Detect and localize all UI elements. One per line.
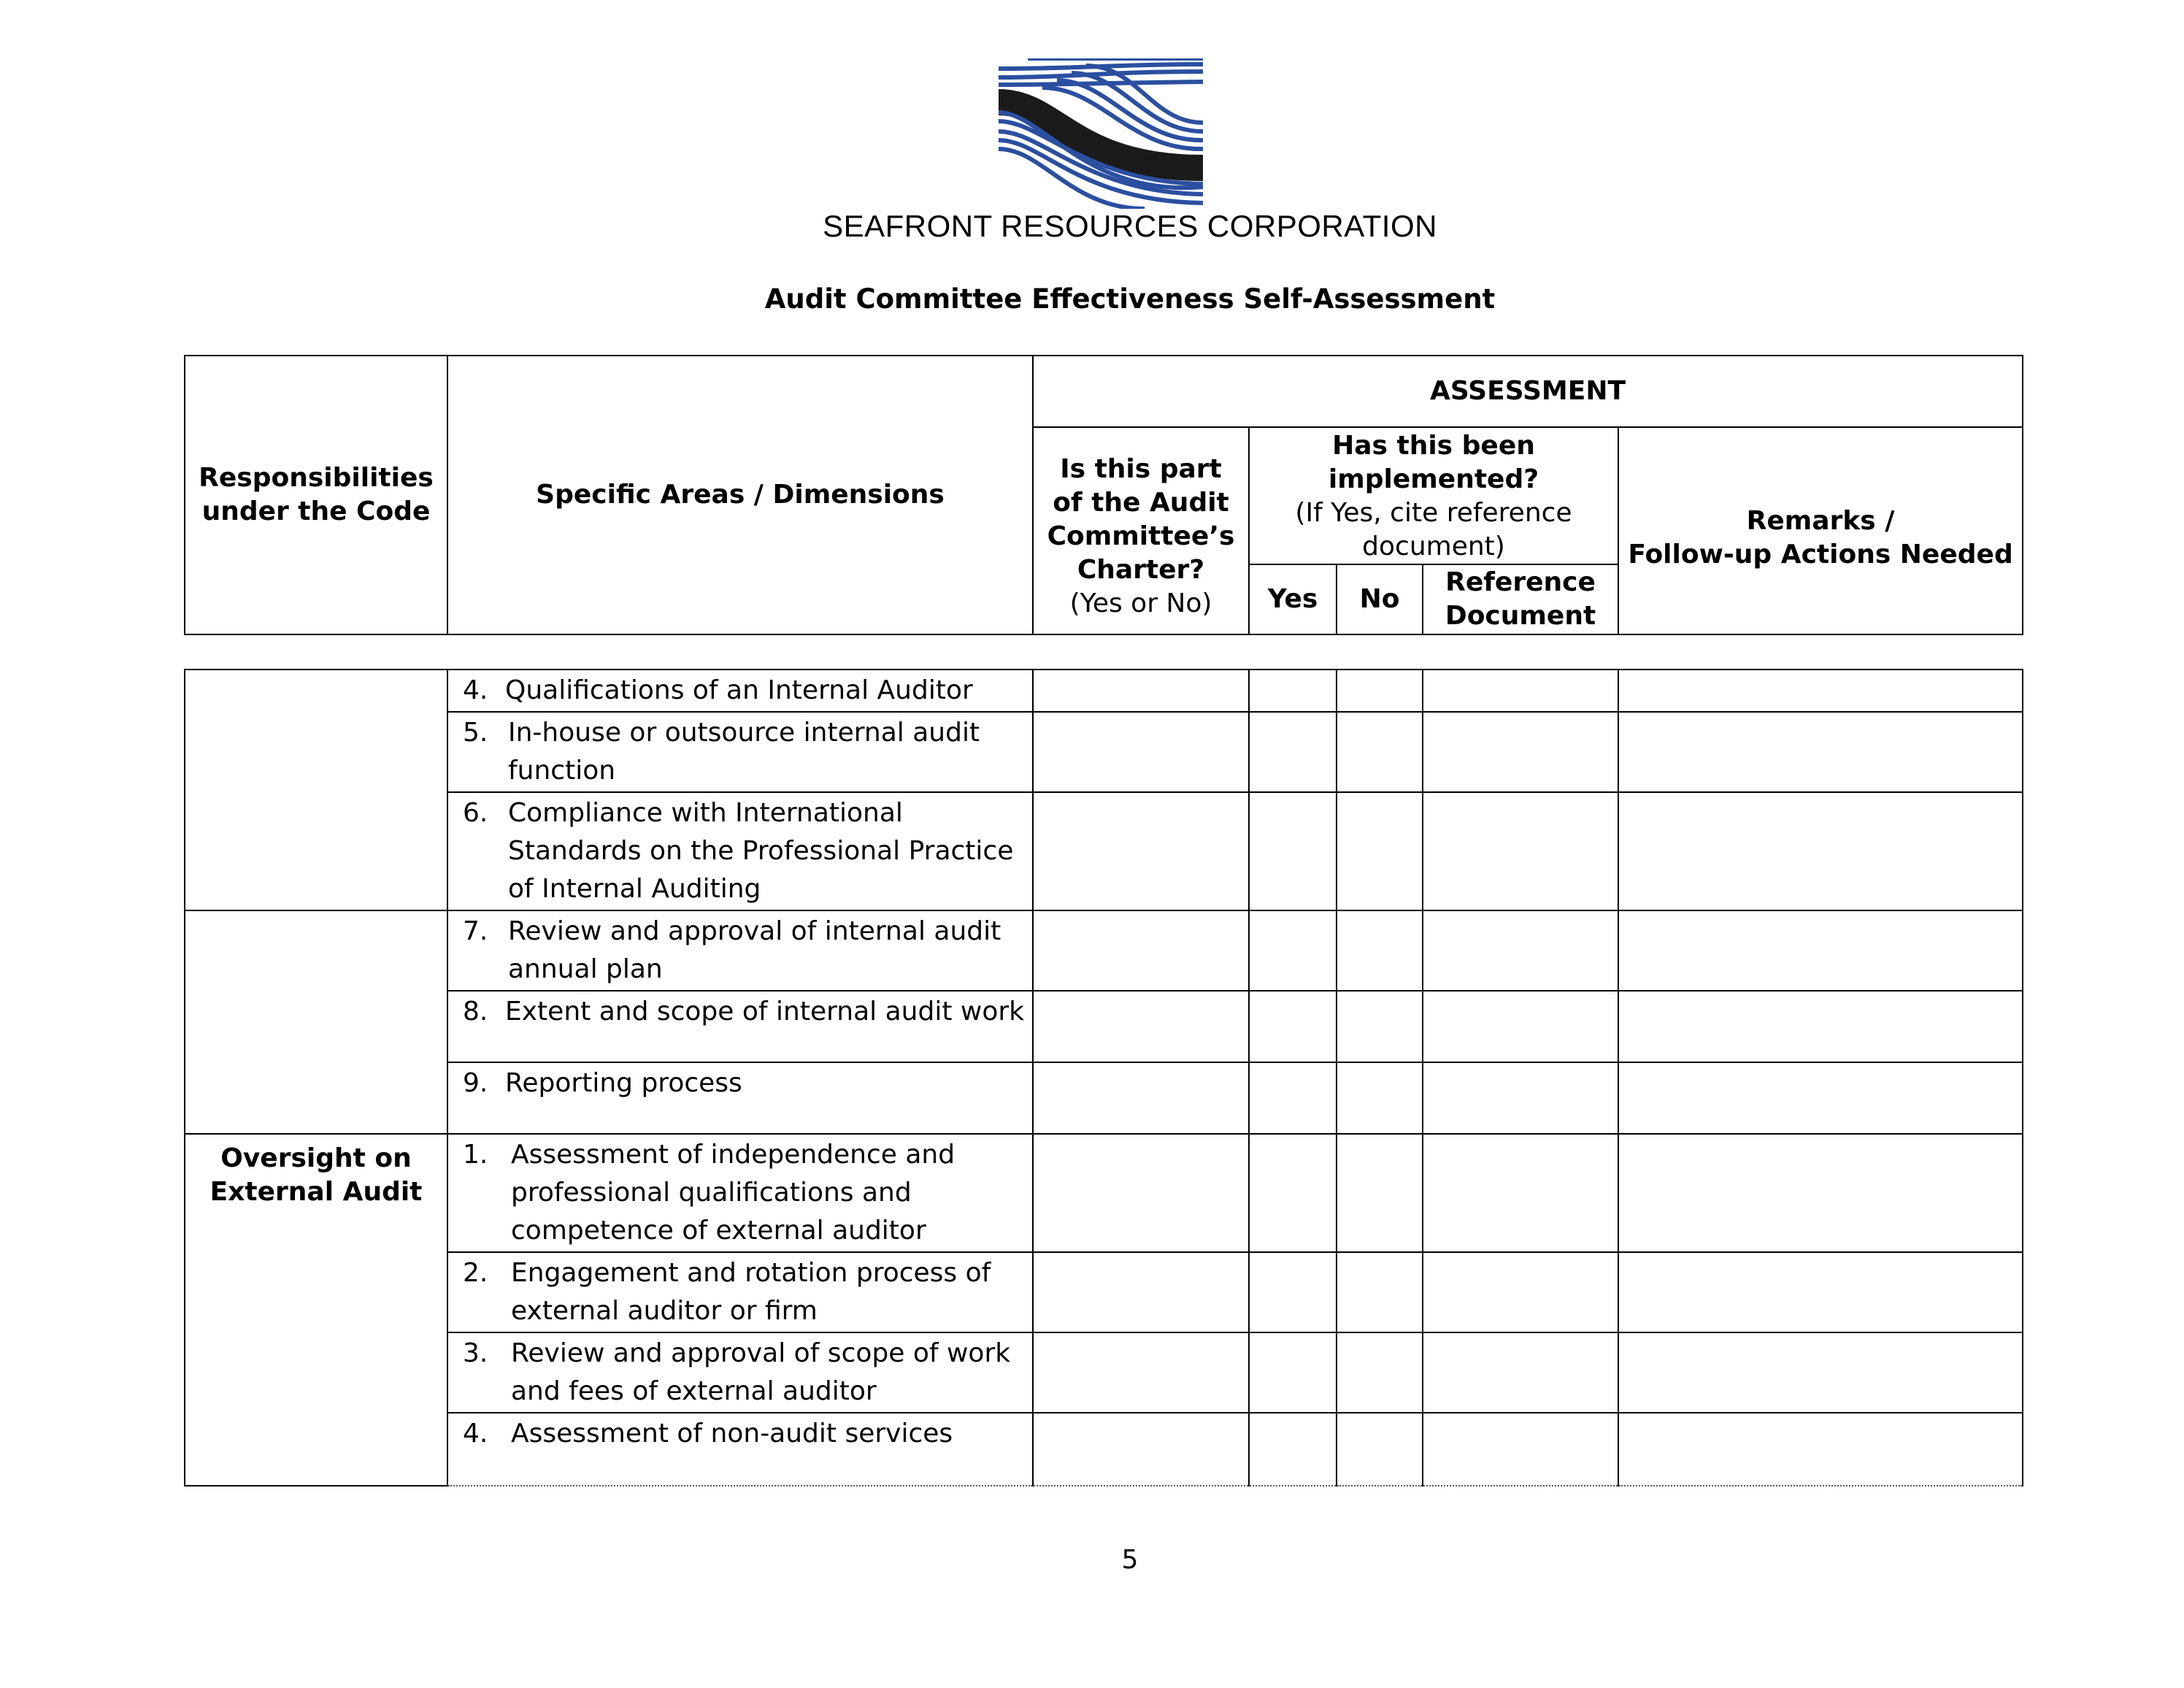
reference-cell[interactable] <box>1423 1413 1618 1486</box>
no-cell[interactable] <box>1337 991 1423 1062</box>
area-cell: 3. Review and approval of scope of work and fees of external auditor <box>447 1332 1033 1413</box>
table-row <box>185 792 2023 910</box>
area-cell: 9. Reporting process <box>447 1062 1033 1134</box>
charter-cell[interactable] <box>1033 792 1249 910</box>
header-implemented: Has this been implemented? (If Yes, cite reference document) <box>1249 427 1618 564</box>
charter-cell[interactable] <box>1033 1134 1249 1252</box>
remarks-cell[interactable] <box>1618 670 2023 712</box>
reference-cell[interactable] <box>1423 1332 1618 1413</box>
charter-cell[interactable] <box>1033 1062 1249 1134</box>
header-specific-areas: Specific Areas / Dimensions <box>447 356 1033 634</box>
charter-cell[interactable] <box>1033 1252 1249 1332</box>
remarks-cell[interactable] <box>1618 792 2023 910</box>
no-cell[interactable] <box>1337 1252 1423 1332</box>
area-cell: 2. Engagement and rotation process of external auditor or firm <box>447 1252 1033 1332</box>
yes-cell[interactable] <box>1249 712 1337 792</box>
table-row <box>185 1332 2023 1413</box>
charter-cell[interactable] <box>1033 1332 1249 1413</box>
reference-cell[interactable] <box>1423 1134 1618 1252</box>
no-cell[interactable] <box>1337 670 1423 712</box>
responsibility-cell-empty <box>185 670 447 910</box>
company-logo <box>999 58 1203 209</box>
table-row <box>185 1413 2023 1486</box>
company-name: SEAFRONT RESOURCES CORPORATION <box>823 209 1437 243</box>
area-cell: 4. Assessment of non-audit services <box>447 1413 1033 1486</box>
reference-cell[interactable] <box>1423 712 1618 792</box>
document-title: Audit Committee Effectiveness Self-Assessment <box>764 283 1496 315</box>
assessment-body-table <box>184 669 2023 1486</box>
charter-cell[interactable] <box>1033 910 1249 991</box>
responsibility-external-audit: Oversight on External Audit <box>185 1134 447 1486</box>
reference-cell[interactable] <box>1423 910 1618 991</box>
yes-cell[interactable] <box>1249 1134 1337 1252</box>
header-no: No <box>1337 564 1423 634</box>
table-row <box>185 1062 2023 1134</box>
yes-cell[interactable] <box>1249 910 1337 991</box>
remarks-cell[interactable] <box>1618 712 2023 792</box>
yes-cell[interactable] <box>1249 1252 1337 1332</box>
remarks-cell[interactable] <box>1618 1332 2023 1413</box>
no-cell[interactable] <box>1337 1332 1423 1413</box>
charter-cell[interactable] <box>1033 670 1249 712</box>
charter-cell[interactable] <box>1033 1413 1249 1486</box>
charter-cell[interactable] <box>1033 712 1249 792</box>
area-cell: 4. Qualifications of an Internal Auditor <box>447 670 1033 712</box>
remarks-cell[interactable] <box>1618 1134 2023 1252</box>
page-number: 5 <box>1121 1545 1139 1575</box>
no-cell[interactable] <box>1337 1062 1423 1134</box>
remarks-cell[interactable] <box>1618 1413 2023 1486</box>
table-row <box>185 670 2023 712</box>
no-cell[interactable] <box>1337 1413 1423 1486</box>
yes-cell[interactable] <box>1249 1332 1337 1413</box>
area-cell: 6. Compliance with International Standards on the Professional Practice of Internal Auditing <box>447 792 1033 910</box>
table-row <box>185 1134 2023 1252</box>
area-cell: 5. In-house or outsource internal audit function <box>447 712 1033 792</box>
table-row <box>185 991 2023 1062</box>
yes-cell[interactable] <box>1249 1413 1337 1486</box>
remarks-cell[interactable] <box>1618 1062 2023 1134</box>
remarks-cell[interactable] <box>1618 1252 2023 1332</box>
remarks-cell[interactable] <box>1618 910 2023 991</box>
area-cell: 7. Review and approval of internal audit annual plan <box>447 910 1033 991</box>
reference-cell[interactable] <box>1423 792 1618 910</box>
header-reference-document: Reference Document <box>1423 564 1618 634</box>
yes-cell[interactable] <box>1249 1062 1337 1134</box>
reference-cell[interactable] <box>1423 1062 1618 1134</box>
yes-cell[interactable] <box>1249 991 1337 1062</box>
no-cell[interactable] <box>1337 910 1423 991</box>
area-cell: 1. Assessment of independence and professional qualifications and competence of external auditor <box>447 1134 1033 1252</box>
remarks-cell[interactable] <box>1618 991 2023 1062</box>
yes-cell[interactable] <box>1249 670 1337 712</box>
assessment-header-table <box>184 355 2023 635</box>
no-cell[interactable] <box>1337 1134 1423 1252</box>
area-cell: 8. Extent and scope of internal audit work <box>447 991 1033 1062</box>
header-yes: Yes <box>1249 564 1337 634</box>
header-responsibilities: Responsibilities under the Code <box>185 356 447 634</box>
table-row <box>185 910 2023 991</box>
responsibility-cell-empty <box>185 910 447 1134</box>
header-assessment: ASSESSMENT <box>1033 356 2023 427</box>
header-remarks: Remarks / Follow-up Actions Needed <box>1618 427 2023 634</box>
reference-cell[interactable] <box>1423 670 1618 712</box>
reference-cell[interactable] <box>1423 991 1618 1062</box>
no-cell[interactable] <box>1337 792 1423 910</box>
no-cell[interactable] <box>1337 712 1423 792</box>
charter-cell[interactable] <box>1033 991 1249 1062</box>
reference-cell[interactable] <box>1423 1252 1618 1332</box>
yes-cell[interactable] <box>1249 792 1337 910</box>
header-charter: Is this part of the Audit Committee’s Charter? (Yes or No) <box>1033 427 1249 634</box>
table-row <box>185 712 2023 792</box>
table-row <box>185 1252 2023 1332</box>
